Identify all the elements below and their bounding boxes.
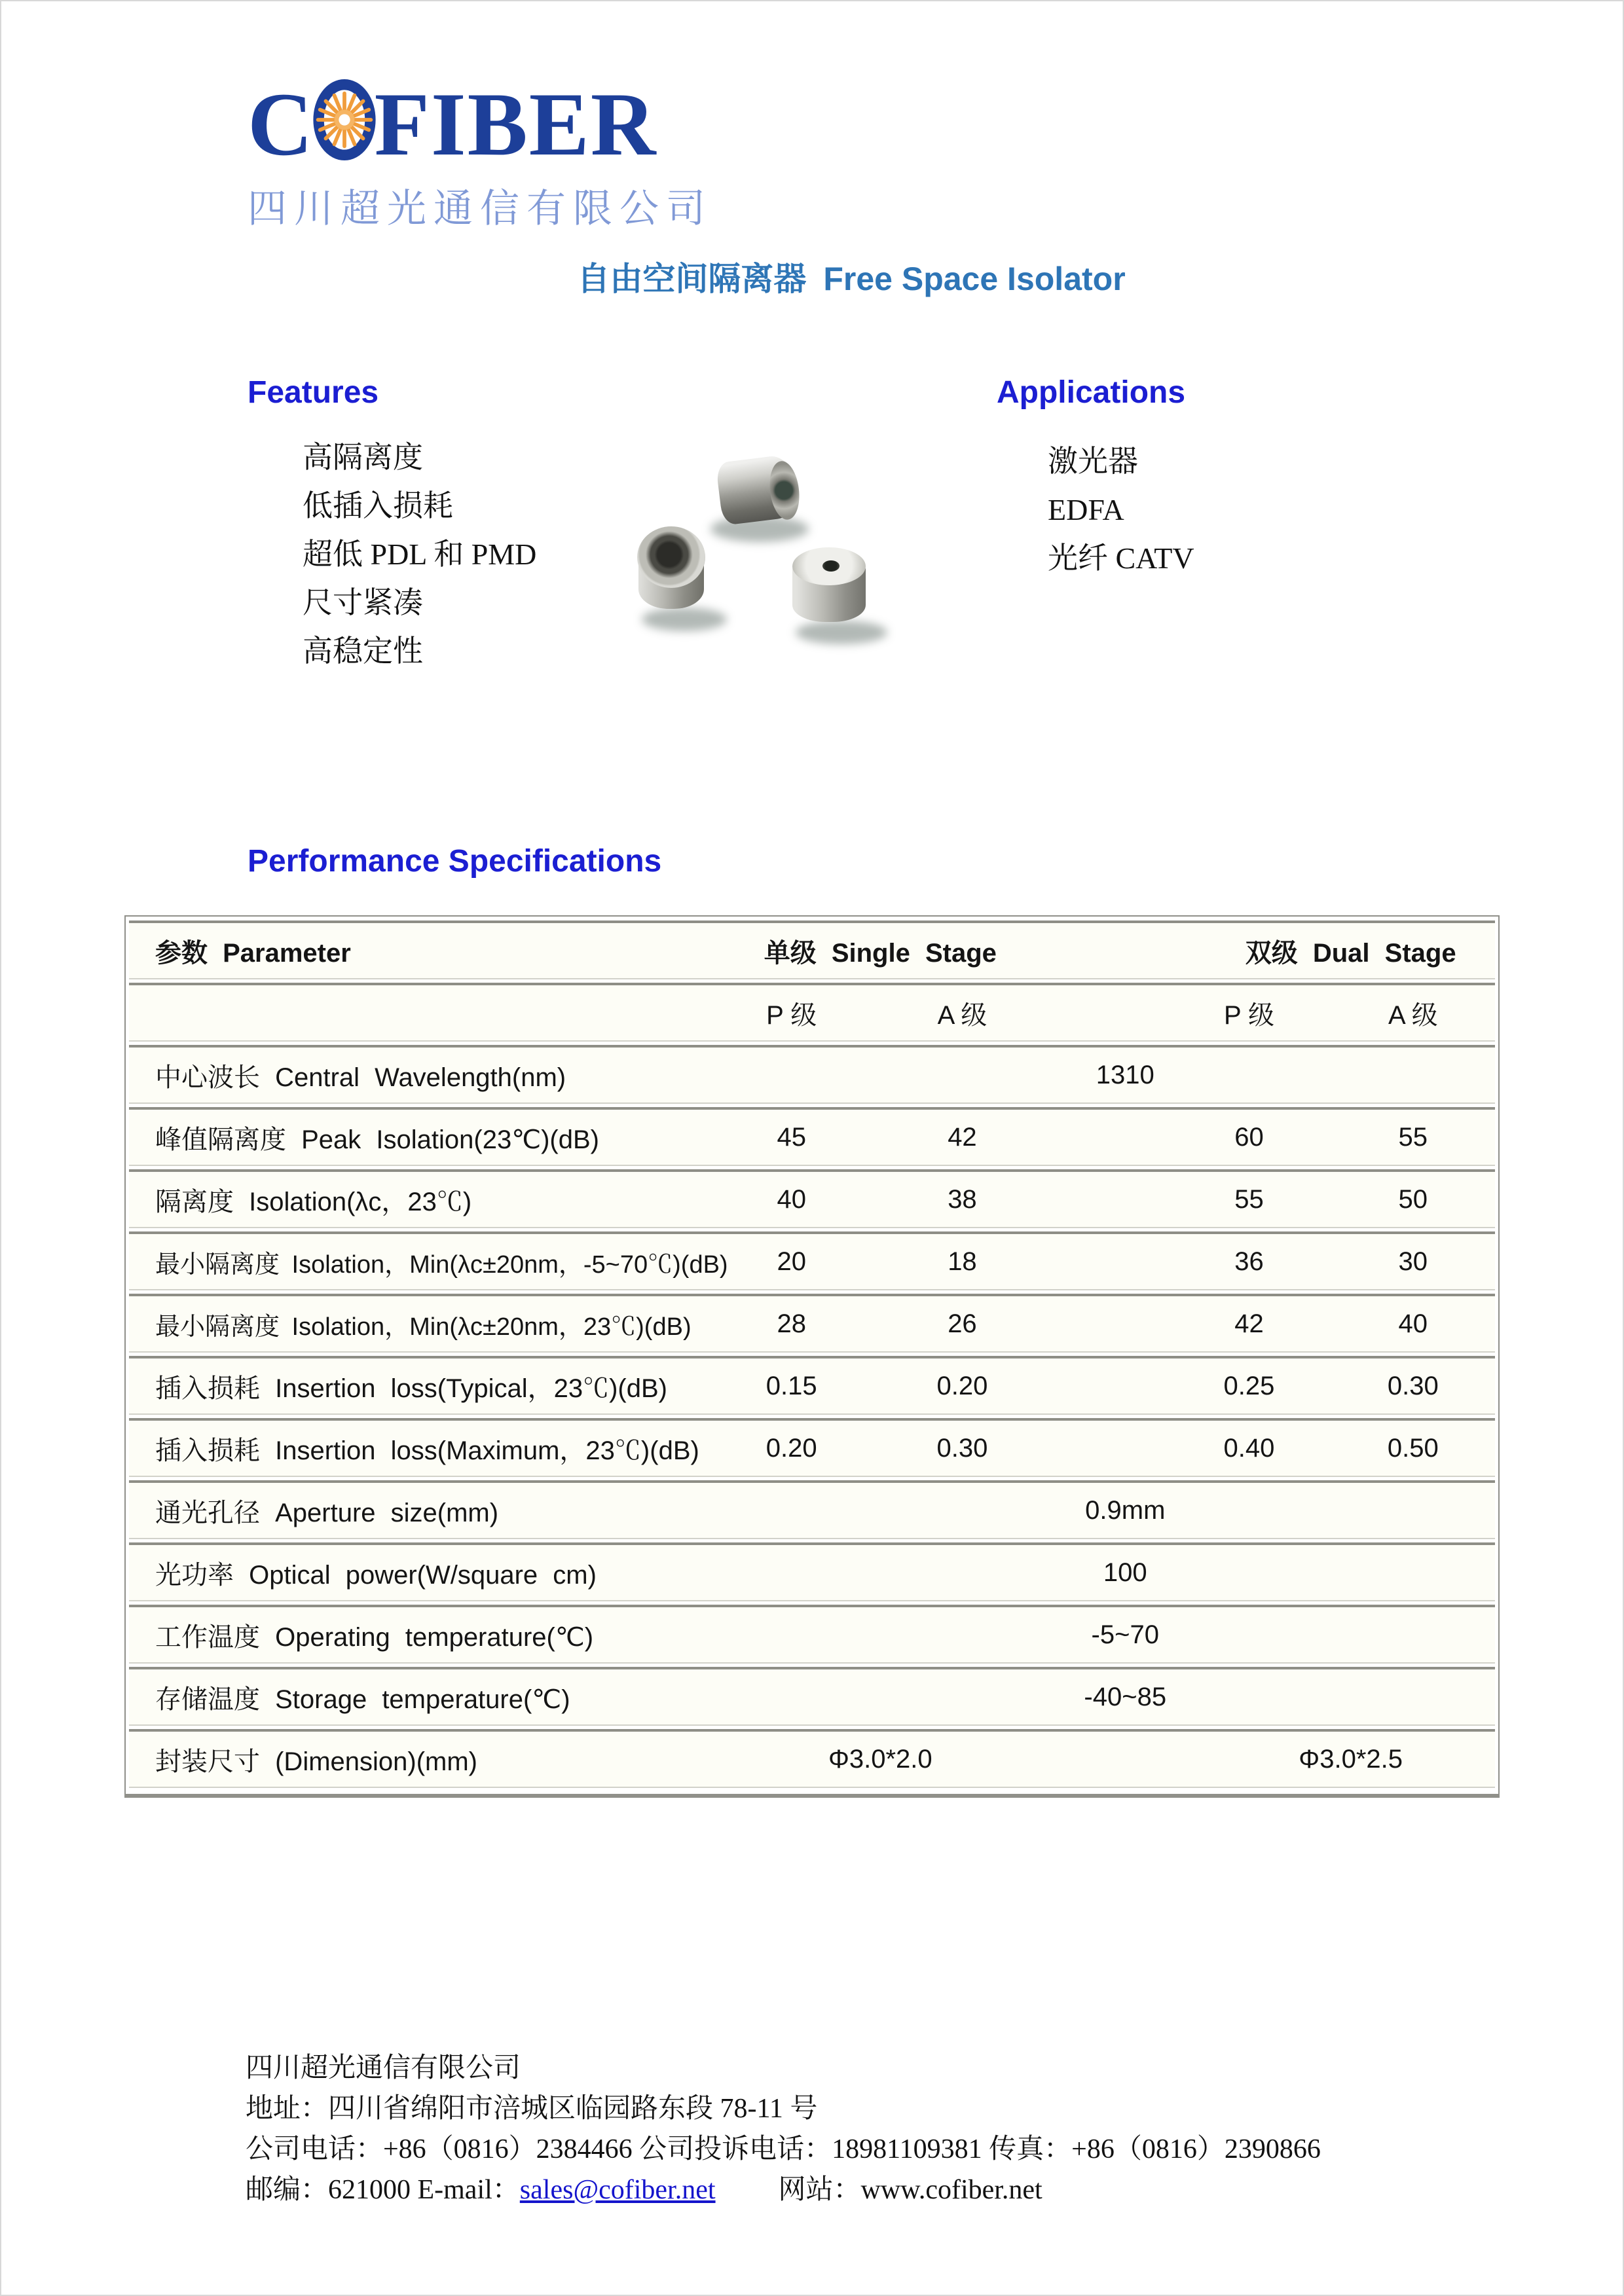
param-label: 最小隔离度 Isolation，Min(λc±20nm，23℃)(dB) [155,1313,692,1341]
features-heading: Features [248,375,379,410]
footer-address: 地址：四川省绵阳市涪城区临园路东段 78-11 号 [246,2094,818,2124]
param-value: 36 [1234,1247,1264,1276]
feature-item: 尺寸紧凑 [303,586,423,619]
footer-postal-email-label: 邮编：621000 E-mail： [246,2175,520,2205]
param-label: 存储温度 Storage temperature(℃) [155,1685,570,1714]
isolator-cylinder-top [719,458,804,530]
col-header-dual-stage: 双级 Dual Stage [1245,938,1456,968]
page-title-cn: 自由空间隔离器 [577,261,807,297]
param-value: 26 [948,1309,977,1338]
table-row [129,1231,1495,1290]
table-row [129,1418,1495,1477]
param-value: 0.25 [1223,1371,1275,1400]
param-value: 40 [777,1184,806,1214]
param-value: 0.20 [936,1371,988,1400]
param-value: 100 [1103,1558,1147,1587]
table-row [129,1356,1495,1415]
isolator-cylinder-right [792,547,868,626]
wordmark-c: C [248,74,314,174]
table-row [129,1605,1495,1664]
wordmark-rest: FIBER [374,74,657,174]
grade-header: A 级 [1388,1000,1438,1030]
application-item: 光纤 CATV [1048,541,1194,575]
feature-item: 超低 PDL 和 PMD [303,538,537,571]
footer-postal-line [246,2170,1321,2210]
param-value: 0.30 [936,1433,988,1463]
grade-header: A 级 [937,1000,987,1030]
param-value: -5~70 [1091,1620,1159,1649]
param-label: 封装尺寸 (Dimension)(mm) [155,1747,477,1776]
param-value: 42 [1234,1309,1264,1338]
param-value: 28 [777,1309,806,1338]
param-value: 30 [1398,1247,1428,1276]
table-row [129,1542,1495,1601]
param-value: 0.30 [1387,1371,1439,1400]
logo-company-name-cn: 四川超光通信有限公司 [248,187,712,230]
cofiber-wordmark [248,72,712,173]
page-title-en: Free Space Isolator [823,261,1126,297]
param-value: 0.40 [1223,1433,1275,1463]
performance-specifications-heading: Performance Specifications [248,844,662,879]
footer-company: 四川超光通信有限公司 [246,2053,521,2083]
table-row [129,1169,1495,1228]
features-list [303,433,536,676]
param-value: 20 [777,1247,806,1276]
param-value: 0.20 [766,1433,817,1463]
param-value: Φ3.0*2.5 [1299,1744,1403,1774]
param-label: 中心波长 Central Wavelength(nm) [155,1063,566,1092]
footer-website: 网站：www.cofiber.net [778,2175,1043,2205]
col-header-single-stage: 单级 Single Stage [764,938,997,968]
table-grade-row [129,983,1495,1042]
cylinder-bore [637,526,705,588]
col-header-parameter: 参数 Parameter [155,938,351,968]
email-link[interactable]: sales@cofiber.net [519,2175,716,2205]
param-label: 插入损耗 Insertion loss(Maximum，23℃)(dB) [155,1436,699,1465]
param-label: 隔离度 Isolation(λc，23℃) [155,1187,472,1216]
param-value: 0.50 [1387,1433,1439,1463]
param-value: 38 [948,1184,977,1214]
param-value: 60 [1234,1122,1264,1152]
table-row [129,1107,1495,1166]
page-title [577,253,1125,300]
product-photo [580,392,910,714]
param-value: 50 [1398,1184,1428,1214]
param-value: 55 [1234,1184,1264,1214]
param-label: 峰值隔离度 Peak Isolation(23℃)(dB) [155,1125,600,1154]
table-row [129,1667,1495,1726]
param-value: 18 [948,1247,977,1276]
param-value: 40 [1398,1309,1428,1338]
param-value: Φ3.0*2.0 [828,1744,932,1774]
param-label: 最小隔离度 Isolation，Min(λc±20nm，-5~70℃)(dB) [155,1250,728,1279]
table-row [129,1294,1495,1353]
feature-item: 低插入损耗 [303,489,453,522]
param-value: 45 [777,1122,806,1152]
feature-item: 高稳定性 [303,634,423,668]
feature-item: 高隔离度 [303,441,423,474]
spec-table [124,915,1500,1798]
isolator-cylinder-left [637,530,709,612]
param-label: 通光孔径 Aperture size(mm) [155,1498,499,1527]
param-value: 1310 [1096,1060,1154,1089]
table-row [129,1045,1495,1104]
param-label: 插入损耗 Insertion loss(Typical，23℃)(dB) [155,1374,667,1403]
grade-header: P 级 [1223,1000,1275,1030]
cofiber-logo [248,72,712,234]
footer-contact-block [246,2048,1321,2210]
footer-phones: 公司电话：+86（0816）2384466 公司投诉电话：18981109381 传真：+86（0816）2390866 [246,2134,1321,2164]
param-value: -40~85 [1084,1682,1167,1711]
param-value: 55 [1398,1122,1428,1152]
table-row [129,1729,1495,1788]
sunburst-o-icon [312,72,377,168]
applications-heading: Applications [997,375,1186,410]
grade-header: P 级 [766,1000,817,1030]
table-header-row [129,920,1495,979]
table-row [129,1480,1495,1539]
param-value: 0.9mm [1085,1495,1166,1525]
application-item: EDFA [1048,493,1124,526]
param-value: 42 [948,1122,977,1152]
param-label: 光功率 Optical power(W/square cm) [155,1560,597,1590]
applications-list [1048,437,1194,583]
application-item: 激光器 [1048,445,1138,478]
param-value: 0.15 [766,1371,817,1400]
param-label: 工作温度 Operating temperature(℃) [155,1622,594,1652]
cylinder-hole [822,560,840,572]
